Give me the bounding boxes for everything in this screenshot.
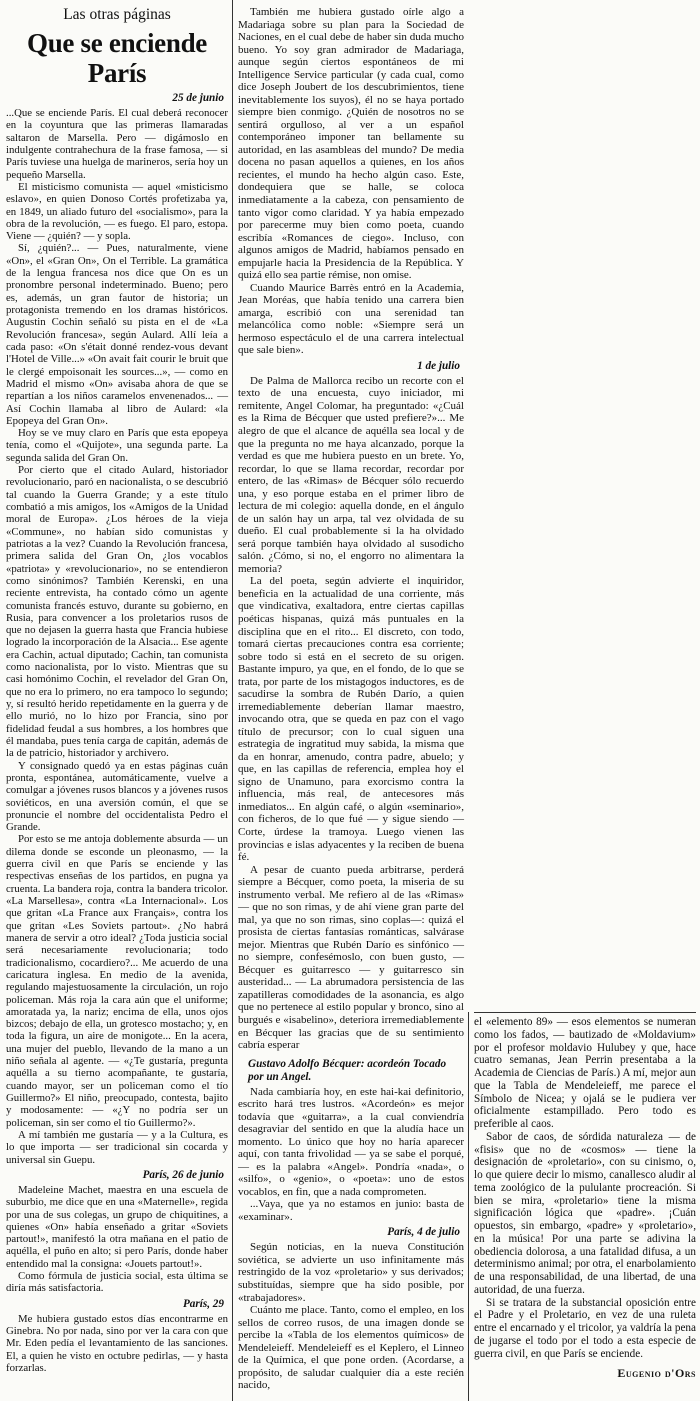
dateline: París, 29 (182, 1297, 224, 1310)
headline: Que se enciende París (27, 28, 207, 88)
section-title: Las otras páginas (63, 6, 171, 23)
paragraph: A pesar de cuanto pueda arbitrarse, perderá siempre a Bécquer, como poeta, la miseria de su instrumento verbal. Me refiero al de las «Rimas» — que no son rimas, y de ahí viene gran parte del mal, ya que no son rimas, sino coplas—: quizá el prosista de ciertas fantasías románticas, salvárase mejor. Mientras que Rubén Darío es sinfónico — no siempre, confesémoslo, con buen gusto, — Bécquer es guitarresco — y guitarresco sin austeridad... — La abrumadora persistencia de las zapatilleras comodidades de la asonancia, es algo que no pertenece al estilo popular y bronco, sino al burgués e «isabelino», deteriora irremediablemente en Bécquer las gracias que de su sentimiento cabría esperar (238, 863, 464, 1052)
author-signature: Eugenio d'Ors (617, 1366, 696, 1381)
paragraph: Me hubiera gustado estos días encontrarme en Ginebra. No por nada, sino por ver la cara con que Mr. Eden pedía el levantamiento de las sanciones. El, a quien he visto en octubre pedirlas, — y hasta forzarlas. (6, 1312, 228, 1374)
paragraph: La del poeta, según advierte el inquiridor, beneficia en la actualidad de una corriente, más que vindicativa, exaltadora, entre ciertas capillas poéticas hispanas, quizá más puntuales en la disciplina que en el rito... El discreto, con todo, tomará ciertas precauciones contra esa corriente; sobre todo si está en el secreto de su origen. Bastante impuro, ya que, en el fondo, de lo que se trata, por parte de los mistagogos inductores, es de sacudirse la sombra de Rubén Darío, a quien irremediablemente deberían llamar maestro, invocando otra, que se queda en paz con el vago título de precursor; con lo cual siguen una estrategia de ingratitud muy sabida, la misma que da en honrar, amenudo, contra padre, abuelo; y que, en las capillas de referencia, emplea hoy el signo de Unamuno, para exorcismo contra la influencia, más real, de antecesores más inmediatos... En algún café, o algún «seminario», con ficheros, de lo que fué — y sigue siendo — Corte, úrdese la tramoya. Luego vienen las provincias e islas adyacentes y la reciben de buena fé. (238, 575, 464, 864)
paragraph: Hoy se ve muy claro en París que esta epopeya tenía, como el «Quijote», una segunda parte. La segunda salida del Gran On. (6, 427, 228, 464)
paragraph: De Palma de Mallorca recibo un recorte con el texto de una encuesta, cuyo iniciador, mi remitente, Angel Colomar, ha preguntado: «¿Cuál es la Rima de Bécquer que usted prefiere?»... Me alegro de que el alcance de aquélla sea local y de que la pregunta no me haya alcanzado, porque la verdad es que me hubiera puesto en un brete. Yo, recordar, lo que se llama recordar, recordar por entero, de las «Rimas» de Bécquer sólo recuerdo una, y eso porque estaba en el primer libro de lectura de mi colegio: aquella donde, en el ángulo de un salón hay un arpa, tal vez olvidada de su dueño. El cual probablemente si la ha olvidado será porque también haya olvidado al susodicho salón. ¿Cómo, si no, el engorro no alimentara la memoria? (238, 374, 464, 575)
column-rule-right (468, 1012, 469, 1401)
column-2 (238, 0, 464, 1392)
paragraph: Si se tratara de la substancial oposición entre el Padre y el Proletario, en vez de una ruleta entre el encarnado y el tricolor, ya valdría la pena de jugarse el todo por el todo a esta especie de guerra civil, en que París se enciende. (474, 1296, 696, 1360)
paragraph: el «elemento 89» — esos elementos se numeran como los fados, — bautizado de «Moldavium» por el profesor moldavio Hulubey y que, hace cuatro semanas, Jean Perrin presentaba a la Academia de Ciencias de París.) A mí, mejor aun que la Tabla de Mendeleieff, me parece el Símbolo de Nicea; y ojalá se le pudiera ver oficialmente estampillado. Pero todo es preferible al caos. (474, 1016, 696, 1130)
subhead: Gustavo Adolfo Bécquer: acordeón Tocado por un Angel. (248, 1057, 447, 1083)
dateline: 1 de julio (417, 359, 460, 372)
paragraph: Sabor de caos, de sórdida naturaleza — de «fisis» que no de «cosmos» — tiene la designación de «proletario», con su cinismo, o, lo que quiere decir lo mismo, canallesco aludir al tema zoológico de la pululante procreación. Si bien se mira, «proletario» tiene la misma significación lógica que «padre». ¡Cuán opuestos, sin embargo, «padre» y «proletario», en la música! Por una parte se adivina la obediencia dolorosa, a una fatalidad difusa, a un determinismo animal; por otra, el enarbolamiento de una responsabilidad, de una libertad, de una autoridad, de una fuerza. (474, 1130, 696, 1296)
paragraph: Por cierto que el citado Aulard, historiador revolucionario, paró en nacionalista, o se descubrió tal cuando la Guerra Grande; y a este título combatió a mis amigos, los «Amigos de la Unidad moral de Europa». ¿Los héroes de la vieja «Commune», no habían sido comunistas y patriotas a la vez? Cuando la Revolución francesa, primera salida del Gran On, ¿los vocablos «patriota» y «revolucionario», no se entendieron como sinónimos? También Kerenski, en una reciente entrevista, ha contado cómo un agente comunista francés estuvo, durante su gobierno, en Rusia, para convencer a los proletarios rusos de que no dejasen la guerra hasta que Francia hubiese logrado la incorporación de la Alsacia... Ese agente era Cachin, actual diputado; Cachin, tan comunista como nacionalista, por lo visto. Mientras que su casi homónimo Cochin, el revelador del Gran On, que no era lo primero, no era tampoco lo segundo; y, sí resultó herido repetidamente en la guerra y de ello murió, no lo hizo por Francia, sino por fidelidad feudal a sus hombres, a los hombres que él mandaba, pues tenía carga de capitán, además de la de patricio, historiador y archivero. (6, 464, 228, 760)
column-3 (474, 1016, 696, 1380)
paragraph: Y consignado quedó ya en estas páginas cuán pronta, espontánea, automáticamente, vuelve a comulgar a jóvenes rusos blancos y a jóvenes rusos soviéticos, en una aversión común, el que se pronuncie el nombre del occidentalista Pedro el Grande. (6, 759, 228, 834)
paragraph: Cuánto me place. Tanto, como el empleo, en los sellos de correo rusos, de una imagen donde se percibe la «Tabla de los elementos químicos» de Mendeleieff. Mendeleieff es el Keplero, el Linneo de la Química, el que pone orden. (Acordarse, a propósito, de saludar cualquier día a este recién nacido, (238, 1304, 464, 1392)
paragraph: Madeleine Machet, maestra en una escuela de suburbio, me dice que en una «Maternelle», regida por una de sus colegas, un grupo de chiquitines, a quienes «On» había enseñado a gritar «Soviets partout!», manifestó la otra mañana en el patio de aquélla, el puño en alto; si pero París, donde haber entendido mal la consigna: «Jouets partout!». (6, 1183, 228, 1270)
paragraph: ...Vaya, que ya no estamos en junio: basta de «examinar». (238, 1198, 464, 1223)
paragraph: A mí también me gustaría — y a la Cultura, es lo que importa — ser tradicional sin cocarda y universal sin Guepu. (6, 1128, 228, 1166)
column-top-rule (474, 1012, 696, 1013)
paragraph: Cuando Maurice Barrès entró en la Academia, Jean Moréas, que había tenido una carrera bien amarga, escribió con una serenidad tan melancólica como noble: «Siempre será un hermoso espectáculo el de una carrera intelectual que sale bien». (238, 281, 464, 357)
column-rule-left (232, 0, 233, 1401)
column-1 (6, 0, 228, 1374)
paragraph: ...Que se enciende París. El cual deberá reconocer en la coyuntura que las primeras llamaradas saltaron de Marsella. Pero — digámoslo en indulgente contrahechura de la frase famosa, — si París tuviese una huelga de marineros, sería hoy un pequeño Marsella. (6, 107, 228, 181)
paragraph: Sí, ¿quién?... — Pues, naturalmente, viene «On», el «Gran On», On el Terrible. La gramática de la lengua francesa nos dice que On es un pronombre personal indeterminado. Bueno; pero es, además, un gran fautor de historia; un protagonista tremendo en los dramas históricos. Augustin Cochin señaló su pista en el de «La Revolución francesa», según Aulard. Allí leía a cada paso: «On s'était donné rendez-vous devant l'Hotel de Ville...» «On avait fait courir le bruit que le clergé empoisonait les sources...», — como en Madrid el mismo «On» avisaba ahora de que se repartían a los niños caramelos envenenados... — Así Cochin llamaba al libro de Aulard: «la Epopeya del Gran On». (6, 242, 228, 427)
paragraph: También me hubiera gustado oírle algo a Madariaga sobre su plan para la Sociedad de Naciones, en el cual debe de haber sin duda mucho bueno. Yo soy gran admirador de Madariaga, aunque según ciertos espontáneos de mi Intelligence Service particular (y cada cual, como dice Joseph Joubert de los descubrimientos, tiene inevitablemente los suyos), él no se haya portado siempre bien conmigo. ¿Quién de nosotros no se sentirá orgulloso, al ver a un español contemporáneo imponer tan bellamente su autoridad, en las asambleas del mundo? De media docena no pasan aquellos a quienes, en los años recientes, el mundo ha hecho algún caso. Este, dondequiera que se halle, se coloca inmediatamente a la cabeza, con pensamiento de tanto vigor como claridad. Y ya había empezado por parecerme muy bien como poeta, cuando escribía «Romances de ciego». Incluso, con algunos amigos de Madrid, habíamos pensado en empujarle hacia la Presidencia de la República. Y quizá ello sea partie rémise, non omise. (238, 6, 464, 282)
paragraph: Por esto se me antoja doblemente absurda — un dilema donde se esconde un pleonasmo, — la guerra civil en que París se enciende y las respectivas enseñas de los partidos, en pugna ya cruenta. La bandera roja, contra la bandera tricolor. «La Marsellesa», contra «La Internacional». Los que gritan «La France aux Français», contra los que gritan «Les Soviets partout». ¿No habrá manera de servir a otro ideal? ¿Toda justicia social será necesariamente revolucionaria; todo tradicionalismo, cocardiero?... Me acuerdo de una caricatura inglesa. En medio de la avenida, regulando majestuosamente la circulación, un rojo policeman. Más roja la cara aún que el uniforme; amoratada ya, la nariz; encima de ella, unos ojos bizcos; debajo de ella, un grotesco mostacho; y, en toda la figura, un aire de monigote... En la acera, una mujer del pueblo, llevando de la mano a un niño señala al agente. — «¿Te gustaría, pregunta aquélla a su tierno acompañante, te gustaría, cuando mayor, ser un policeman como el tío Guillermo?» El niño, preocupado, contesta, bajito y modosamente: — «¿Y no podría ser un policeman, sin ser como el tío Guillermo?». (6, 833, 228, 1129)
paragraph: El misticismo comunista — aquel «misticismo eslavo», en quien Donoso Cortés profetizaba ya, en 1849, un aliado futuro del «socialismo», para la obra de la revolución, — es fuego. El paro, estopa. Viene — ¿quién? — y sopla. (6, 180, 228, 243)
dateline: París, 26 de junio (142, 1168, 224, 1181)
paragraph: Nada cambiaría hoy, en este hai-kai definitorio, escrito hará tres lustros. «Acordeón» es mejor todavía que «guitarra», a la cual conviendría desagraviar del sentido en que la aludía hace un momento. Lo único que hoy no haría aparecer aquí, con tanta frivolidad — ya se sabe el porqué, — es la palabra «Angel». Pondría «nada», o «silfo», o «genio», o «poeta»: uno de estos vocablos, en fin, que a nada comprometen. (238, 1085, 464, 1198)
dateline: 25 de junio (172, 92, 224, 104)
paragraph: Según noticias, en la nueva Constitución soviética, se advierte un uso infinitamente más restringido de la voz «proletario» y sus derivados; substituídas, siempre que ha sido posible, por «trabajadores». (238, 1241, 464, 1304)
paragraph: Como fórmula de justicia social, esta última se diría más satisfactoria. (6, 1270, 228, 1295)
dateline: París, 4 de julio (387, 1226, 460, 1239)
